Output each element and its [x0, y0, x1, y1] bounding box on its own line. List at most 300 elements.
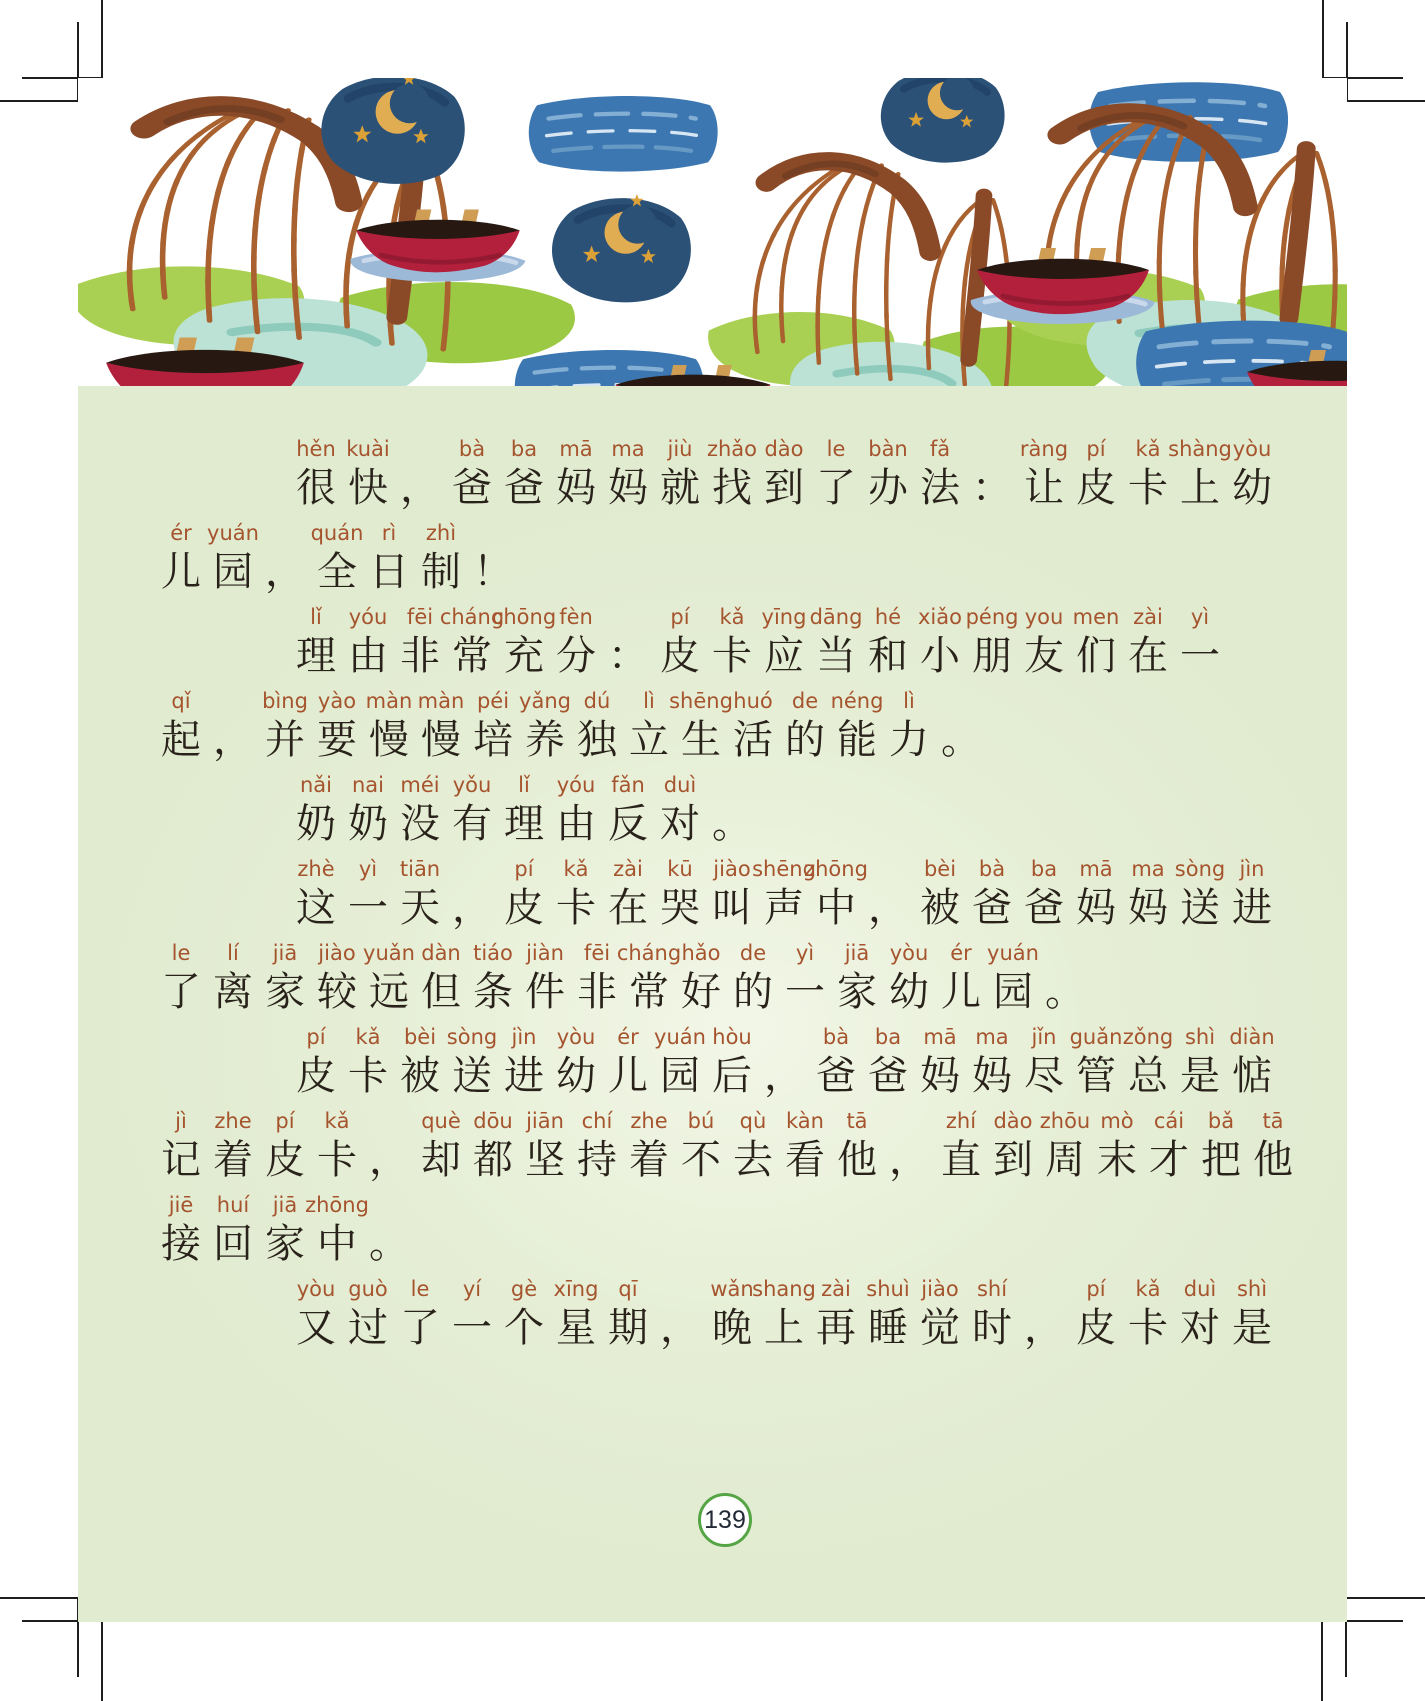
pinyin-text: màn [417, 689, 465, 713]
syllable [207, 688, 259, 766]
hanzi-text: 皮 [1076, 1305, 1116, 1350]
hanzi-text: 和 [868, 633, 908, 678]
hanzi-text: 一 [348, 885, 388, 930]
syllable [831, 940, 883, 1018]
hanzi-text: 法 [920, 465, 960, 510]
syllable [290, 436, 342, 514]
syllable [862, 1024, 914, 1102]
syllable [446, 772, 498, 850]
pinyin-text: shì [1184, 1025, 1216, 1049]
hanzi-text: 爸 [816, 1053, 856, 1098]
syllable [1070, 1276, 1122, 1354]
pinyin-text: jiù [667, 437, 693, 461]
hanzi-text: 充 [504, 633, 544, 678]
syllable [602, 604, 654, 682]
syllable [862, 604, 914, 682]
pinyin-text: yòu [296, 1277, 336, 1301]
hanzi-text: 卡 [556, 885, 596, 930]
hanzi-text: 奶 [348, 801, 388, 846]
hanzi-text: 记 [161, 1137, 201, 1182]
syllable [498, 436, 550, 514]
pinyin-text: tā [1262, 1109, 1284, 1133]
pinyin-text: yǎng [519, 689, 571, 713]
hanzi-text: 立 [629, 717, 669, 762]
pinyin-text: jìn [511, 1025, 537, 1049]
syllable [862, 1276, 914, 1354]
hanzi-text: 一 [452, 1305, 492, 1350]
pinyin-text: wǎn [710, 1277, 754, 1301]
pinyin-text: tā [846, 1109, 868, 1133]
syllable [446, 1024, 498, 1102]
pinyin-text: dú [583, 689, 611, 713]
text-line [155, 772, 1297, 850]
hanzi-text: 妈 [556, 465, 596, 510]
hanzi-text: ， [400, 465, 440, 510]
hanzi-text: 的 [733, 969, 773, 1014]
syllable [415, 520, 467, 598]
syllable [602, 436, 654, 514]
pinyin-text: hǎo [681, 941, 721, 965]
pinyin-text: de [791, 689, 819, 713]
syllable [1174, 856, 1226, 934]
syllable [654, 772, 706, 850]
syllable [498, 772, 550, 850]
pinyin-text: le [171, 941, 191, 965]
red-boat-icon [350, 210, 525, 282]
hanzi-text: 了 [400, 1305, 440, 1350]
syllable [394, 436, 446, 514]
pinyin-text: bà [978, 857, 1006, 881]
pinyin-text: zhōng [804, 857, 868, 881]
syllable [779, 1108, 831, 1186]
pinyin-text: jiā [272, 1193, 298, 1217]
hanzi-text: 一 [1180, 633, 1220, 678]
pinyin-text: men [1072, 605, 1120, 629]
syllable [259, 1108, 311, 1186]
pinyin-text: yīng [761, 605, 807, 629]
crop-mark [1321, 1620, 1323, 1701]
hanzi-text: 就 [660, 465, 700, 510]
syllable [602, 856, 654, 934]
pinyin-text: shuì [866, 1277, 910, 1301]
hanzi-text: 妈 [608, 465, 648, 510]
pinyin-text: duì [1183, 1277, 1217, 1301]
pinyin-text: méi [400, 773, 440, 797]
syllable [311, 688, 363, 766]
pinyin-text: bìng [262, 689, 308, 713]
hanzi-text: 皮 [296, 1053, 336, 1098]
hanzi-text: 坚 [525, 1137, 565, 1182]
syllable [654, 604, 706, 682]
pinyin-text: yòu [1232, 437, 1272, 461]
syllable [602, 772, 654, 850]
pinyin-text: ràng [1019, 437, 1069, 461]
pinyin-text: bàn [868, 437, 908, 461]
pinyin-text: duì [663, 773, 697, 797]
hanzi-text: 日 [369, 549, 409, 594]
hanzi-text: 爸 [452, 465, 492, 510]
hanzi-text: ， [764, 1053, 804, 1098]
hanzi-text: ， [1024, 1305, 1064, 1350]
syllable [706, 856, 758, 934]
hanzi-text: 。 [941, 717, 981, 762]
syllable [155, 688, 207, 766]
hanzi-text: 中 [816, 885, 856, 930]
syllable [290, 772, 342, 850]
text-lines [78, 386, 1347, 1360]
hanzi-text: 把 [1201, 1137, 1241, 1182]
hanzi-text: 幼 [556, 1053, 596, 1098]
syllable [519, 688, 571, 766]
hanzi-text: 儿 [161, 549, 201, 594]
syllable [654, 1024, 706, 1102]
hanzi-text: 。 [1045, 969, 1085, 1014]
night-sky-icon [552, 194, 691, 302]
pinyin-text: kǎ [324, 1109, 350, 1133]
syllable [1122, 436, 1174, 514]
pinyin-text: zài [821, 1277, 851, 1301]
syllable [862, 436, 914, 514]
hanzi-text: 并 [265, 717, 305, 762]
pinyin-text: kǎ [1135, 1277, 1161, 1301]
pinyin-text: dàn [421, 941, 461, 965]
syllable [571, 940, 623, 1018]
syllable [467, 940, 519, 1018]
hanzi-text: ， [265, 549, 305, 594]
hanzi-text: 园 [213, 549, 253, 594]
hanzi-text: 对 [1180, 1305, 1220, 1350]
syllable [259, 1192, 311, 1270]
pinyin-text: jiào [921, 1277, 959, 1301]
syllable [675, 940, 727, 1018]
hanzi-text: 很 [296, 465, 336, 510]
pinyin-text: hòu [712, 1025, 752, 1049]
syllable [883, 940, 935, 1018]
hanzi-text: 周 [1045, 1137, 1085, 1182]
pinyin-text: jiē [168, 1193, 194, 1217]
pinyin-text: pí [514, 857, 534, 881]
syllable [966, 1276, 1018, 1354]
header-illustration [78, 78, 1347, 386]
hanzi-text: 末 [1097, 1137, 1137, 1182]
hanzi-text: 都 [473, 1137, 513, 1182]
pinyin-text: yuán [987, 941, 1039, 965]
hanzi-text: 皮 [504, 885, 544, 930]
hanzi-text: 去 [733, 1137, 773, 1182]
syllable [290, 1276, 342, 1354]
hanzi-text: 卡 [317, 1137, 357, 1182]
hanzi-text: 卡 [712, 633, 752, 678]
pinyin-text: yuán [207, 521, 259, 545]
pinyin-text: bèi [923, 857, 957, 881]
pinyin-text: ba [510, 437, 538, 461]
hanzi-text: 着 [629, 1137, 669, 1182]
syllable [446, 1276, 498, 1354]
syllable [752, 1276, 816, 1354]
hanzi-text: 这 [296, 885, 336, 930]
syllable [758, 1024, 810, 1102]
hanzi-text: 他 [837, 1137, 877, 1182]
pinyin-text: jiā [272, 941, 298, 965]
syllable [966, 1024, 1018, 1102]
hanzi-text: 慢 [369, 717, 409, 762]
hanzi-text: ， [868, 885, 908, 930]
hanzi-text: 卡 [348, 1053, 388, 1098]
text-line [155, 940, 1297, 1018]
text-line [155, 1108, 1297, 1186]
syllable [155, 1108, 207, 1186]
syllable [550, 436, 602, 514]
hanzi-text: 幼 [889, 969, 929, 1014]
pinyin-text: ma [975, 1025, 1009, 1049]
pinyin-text: dōu [473, 1109, 513, 1133]
hanzi-text: 觉 [920, 1305, 960, 1350]
hanzi-text: 妈 [972, 1053, 1012, 1098]
hanzi-text: 进 [1232, 885, 1272, 930]
pinyin-text: huó [733, 689, 773, 713]
pinyin-text: jì [175, 1109, 187, 1133]
hanzi-text: 上 [764, 1305, 804, 1350]
syllable [446, 436, 498, 514]
syllable [342, 772, 394, 850]
hanzi-text: 睡 [868, 1305, 908, 1350]
hanzi-text: 反 [608, 801, 648, 846]
hanzi-text: 友 [1024, 633, 1064, 678]
syllable [571, 688, 623, 766]
pinyin-text: yì [795, 941, 815, 965]
syllable [602, 1276, 654, 1354]
pinyin-text: yì [1190, 605, 1210, 629]
hanzi-text: 送 [452, 1053, 492, 1098]
syllable [1070, 604, 1122, 682]
syllable [1174, 604, 1226, 682]
pinyin-text: zài [1133, 605, 1163, 629]
pinyin-text: nǎi [299, 773, 332, 797]
syllable [394, 604, 446, 682]
hanzi-text: 找 [712, 465, 752, 510]
hanzi-text: 。 [712, 801, 752, 846]
syllable [311, 940, 363, 1018]
syllable [550, 1024, 602, 1102]
hanzi-text: 天 [400, 885, 440, 930]
syllable [311, 520, 363, 598]
pinyin-text: zǒng [1122, 1025, 1174, 1049]
hanzi-text: 个 [504, 1305, 544, 1350]
pinyin-text: hěn [296, 437, 336, 461]
pinyin-text: you [1024, 605, 1064, 629]
syllable [363, 688, 415, 766]
pinyin-text: jiào [713, 857, 751, 881]
text-line [155, 1192, 1297, 1270]
hanzi-text: 的 [785, 717, 825, 762]
crop-mark [101, 0, 103, 79]
syllable [207, 940, 259, 1018]
hanzi-text: 再 [816, 1305, 856, 1350]
syllable [155, 940, 207, 1018]
pinyin-text: cháng [616, 941, 682, 965]
pinyin-text: huí [216, 1193, 250, 1217]
syllable [207, 1108, 259, 1186]
hanzi-text: 应 [764, 633, 804, 678]
hanzi-text: 惦 [1232, 1053, 1272, 1098]
red-boat-icon [971, 248, 1155, 324]
syllable [1195, 1108, 1247, 1186]
pinyin-text: ér [950, 941, 972, 965]
hanzi-text: ！ [473, 549, 513, 594]
hanzi-text: 上 [1180, 465, 1220, 510]
syllable [394, 772, 446, 850]
hanzi-text: 在 [608, 885, 648, 930]
syllable [1070, 436, 1122, 514]
syllable [1226, 1024, 1278, 1102]
pinyin-text: lì [643, 689, 655, 713]
syllable [1018, 1024, 1070, 1102]
pinyin-text: shì [1236, 1277, 1268, 1301]
hanzi-text: 让 [1024, 465, 1064, 510]
hanzi-text: 是 [1232, 1305, 1272, 1350]
hanzi-text: 理 [296, 633, 336, 678]
syllable [914, 436, 966, 514]
syllable [810, 1024, 862, 1102]
syllable [415, 940, 467, 1018]
syllable [914, 1276, 966, 1354]
crop-mark [0, 100, 79, 102]
hanzi-text: 爸 [504, 465, 544, 510]
hanzi-text: 哭 [660, 885, 700, 930]
syllable [935, 688, 987, 766]
pinyin-text: jiān [526, 1109, 564, 1133]
pinyin-text: néng [830, 689, 884, 713]
syllable [259, 520, 311, 598]
night-sky-icon [321, 78, 464, 184]
pinyin-text: kǎ [1135, 437, 1161, 461]
hanzi-text: 家 [265, 969, 305, 1014]
hanzi-text: 要 [317, 717, 357, 762]
pinyin-text: jiàn [526, 941, 564, 965]
syllable [311, 1108, 363, 1186]
hanzi-text: 到 [764, 465, 804, 510]
pinyin-text: ma [611, 437, 645, 461]
hanzi-text: 远 [369, 969, 409, 1014]
hanzi-text: 进 [504, 1053, 544, 1098]
pinyin-text: rì [381, 521, 397, 545]
hanzi-text: 总 [1128, 1053, 1168, 1098]
syllable [550, 1276, 602, 1354]
syllable [966, 436, 1018, 514]
pinyin-text: jìn [1239, 857, 1265, 881]
syllable [654, 856, 706, 934]
hanzi-text: 在 [1128, 633, 1168, 678]
hanzi-text: 到 [993, 1137, 1033, 1182]
hanzi-text: 儿 [941, 969, 981, 1014]
syllable [675, 1108, 727, 1186]
hanzi-text: 皮 [265, 1137, 305, 1182]
syllable [1174, 1024, 1226, 1102]
pinyin-text: kū [667, 857, 693, 881]
pinyin-text: shàng [1168, 437, 1232, 461]
pinyin-text: pí [1086, 1277, 1106, 1301]
pinyin-text: qù [739, 1109, 767, 1133]
syllable [446, 856, 498, 934]
syllable [207, 520, 259, 598]
water-patch-icon [529, 96, 718, 172]
syllable [987, 940, 1039, 1018]
pinyin-text: guò [348, 1277, 388, 1301]
syllable [550, 604, 602, 682]
pinyin-text: zhe [630, 1109, 668, 1133]
hanzi-text: 送 [1180, 885, 1220, 930]
pinyin-text: fēi [583, 941, 611, 965]
crop-mark [1347, 1597, 1425, 1599]
pinyin-text: quán [310, 521, 364, 545]
syllable [810, 1276, 862, 1354]
pinyin-text: shí [976, 1277, 1008, 1301]
syllable [1091, 1108, 1143, 1186]
pinyin-text: shēng [752, 857, 816, 881]
hanzi-text: 又 [296, 1305, 336, 1350]
pinyin-text: dāng [809, 605, 863, 629]
pinyin-text: fǎn [611, 773, 645, 797]
syllable [467, 520, 519, 598]
text-line [155, 436, 1297, 514]
hanzi-text: 能 [837, 717, 877, 762]
syllable [290, 1024, 342, 1102]
pinyin-text: gè [510, 1277, 538, 1301]
pinyin-text: pí [306, 1025, 326, 1049]
hanzi-text: 园 [660, 1053, 700, 1098]
syllable [550, 856, 602, 934]
pinyin-text: shang [752, 1277, 816, 1301]
pinyin-text: qī [618, 1277, 638, 1301]
syllable [602, 1024, 654, 1102]
hanzi-text: ， [369, 1137, 409, 1182]
pinyin-text: pí [275, 1109, 295, 1133]
pinyin-text: zhì [425, 521, 457, 545]
pinyin-text: tiáo [473, 941, 513, 965]
syllable [415, 1108, 467, 1186]
hanzi-text: 较 [317, 969, 357, 1014]
pinyin-text: lì [903, 689, 915, 713]
syllable [810, 604, 862, 682]
pinyin-text: sòng [1174, 857, 1226, 881]
hanzi-text: 活 [733, 717, 773, 762]
hanzi-text: 晚 [712, 1305, 752, 1350]
syllable [363, 520, 415, 598]
pinyin-text: zhōu [1039, 1109, 1091, 1133]
hanzi-text: 中 [317, 1221, 357, 1266]
syllable [758, 604, 810, 682]
pinyin-text: le [826, 437, 846, 461]
hanzi-text: 尽 [1024, 1053, 1064, 1098]
syllable [1226, 436, 1278, 514]
hanzi-text: 了 [816, 465, 856, 510]
hanzi-text: 皮 [1076, 465, 1116, 510]
pinyin-text: ba [874, 1025, 902, 1049]
syllable [342, 856, 394, 934]
pinyin-text: yòu [556, 1025, 596, 1049]
crop-mark [0, 1597, 79, 1599]
syllable [935, 940, 987, 1018]
pinyin-text: yuán [654, 1025, 706, 1049]
syllable [831, 688, 883, 766]
syllable [706, 436, 758, 514]
pinyin-text: mā [923, 1025, 957, 1049]
hanzi-text: ： [972, 465, 1012, 510]
syllable [467, 1108, 519, 1186]
pinyin-text: qǐ [171, 689, 191, 713]
syllable [491, 604, 557, 682]
hanzi-text: 一 [785, 969, 825, 1014]
